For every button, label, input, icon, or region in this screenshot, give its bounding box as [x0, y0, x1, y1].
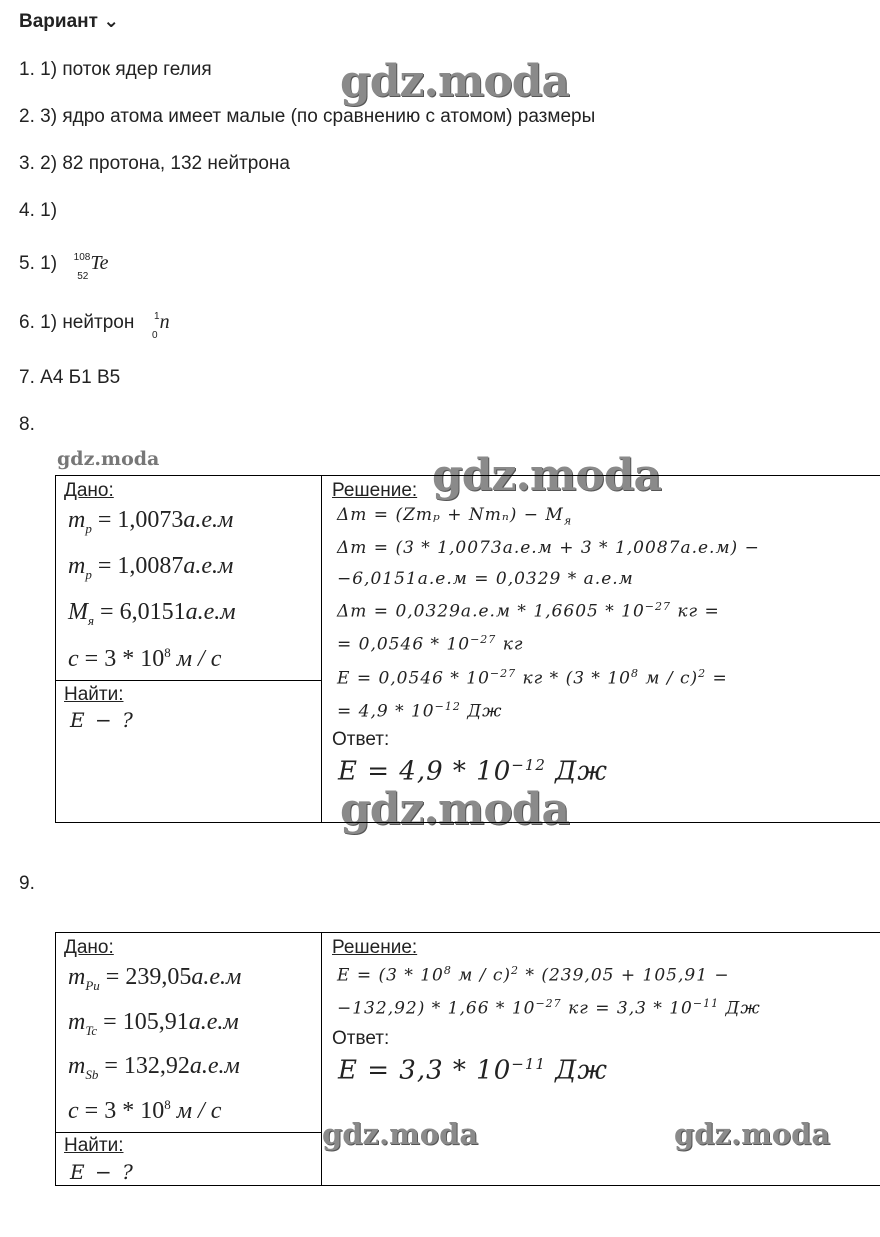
watermark: gdz.moda	[340, 56, 570, 107]
answer-9-number: 9.	[19, 873, 35, 894]
watermark: gdz.moda	[340, 784, 570, 835]
solution-label: Решение:	[332, 937, 418, 958]
answer-1: 1. 1) поток ядер гелия	[19, 59, 212, 80]
answer-2: 2. 3) ядро атома имеет малые (по сравнению с атомом) размеры	[19, 106, 596, 127]
answer-label: Ответ:	[332, 729, 390, 750]
solution-line: $-132,92) * 1,66 * 10^{-27}$ кг = $3,3 * 10^{-11}$ Дж	[337, 997, 761, 1019]
find-value: E − ?	[70, 708, 135, 732]
find-value: E − ?	[70, 1160, 135, 1184]
given-item: $m_p = 1,0073а.е.м$	[68, 507, 234, 536]
solution-line: $\Delta m = (Zm_p + Nm_n) - M_я$	[337, 505, 573, 528]
answer-3: 3. 2) 82 протона, 132 нейтрона	[19, 153, 290, 174]
solution-line: $E = 0,0546 * 10^{-27}$ кг * ($3 * 10^8$ м / с)$^2$ =	[337, 667, 728, 689]
given-item: $m_{Tc} = 105,91а.е.м$	[68, 1009, 239, 1038]
find-label: Найти:	[64, 684, 124, 705]
watermark: gdz.moda	[57, 448, 160, 470]
answer-value: $E = 3,3 * 10^{-11}$ Дж	[338, 1055, 608, 1086]
solution-line: = $4,9 * 10^{-12}$ Дж	[337, 700, 503, 722]
given-label: Дано:	[64, 937, 114, 958]
answer-5: 5. 1) 108 52 Te	[19, 252, 109, 283]
given-item: $c = 3 * 10^8$ м / с	[68, 1097, 222, 1124]
solution-line: $E = (3 * 10^8$ м / с)$^2$ * (239,05 + 105,91 −	[337, 964, 730, 986]
solution-line: = $0,0546 * 10^{-27}$ кг	[337, 633, 524, 655]
task8-table	[55, 475, 880, 823]
nuclide-neutron: 1 0 n	[152, 311, 170, 342]
answer-6: 6. 1) нейтрон 1 0 n	[19, 311, 170, 342]
solution-line: Δm = (3 * 1,0073а.е.м + 3 * 1,0087а.е.м) −	[337, 538, 760, 558]
answer-label: Ответ:	[332, 1028, 390, 1049]
find-label: Найти:	[64, 1135, 124, 1156]
solution-line: −6,0151а.е.м = 0,0329 * а.е.м	[337, 569, 634, 589]
given-item: $m_{Sb} = 132,92а.е.м$	[68, 1053, 240, 1082]
variant-heading: Вариант ⌄	[19, 11, 120, 32]
task9-table	[55, 932, 880, 1186]
given-label: Дано:	[64, 480, 114, 501]
given-item: $m_p = 1,0087а.е.м$	[68, 553, 234, 582]
solution-line: $\Delta m = 0,0329а.е.м * 1,6605 * 10^{-27}$ кг =	[337, 600, 720, 622]
answer-7: 7. А4 Б1 В5	[19, 367, 121, 388]
solution-label: Решение:	[332, 480, 418, 501]
given-item: $c = 3 * 10^8$ м / с	[68, 645, 222, 672]
answer-4: 4. 1)	[19, 200, 58, 221]
nuclide-tellurium: 108 52 Te	[73, 252, 109, 283]
answer-8-number: 8.	[19, 414, 35, 435]
given-item: $M_я = 6,0151а.е.м$	[68, 599, 236, 628]
watermark: gdz.moda	[432, 450, 662, 501]
watermark: gdz.moda	[322, 1117, 479, 1151]
answer-value: $E = 4,9 * 10^{-12}$ Дж	[338, 756, 608, 787]
given-item: $m_{Pu} = 239,05а.е.м$	[68, 964, 242, 993]
watermark: gdz.moda	[674, 1117, 831, 1151]
